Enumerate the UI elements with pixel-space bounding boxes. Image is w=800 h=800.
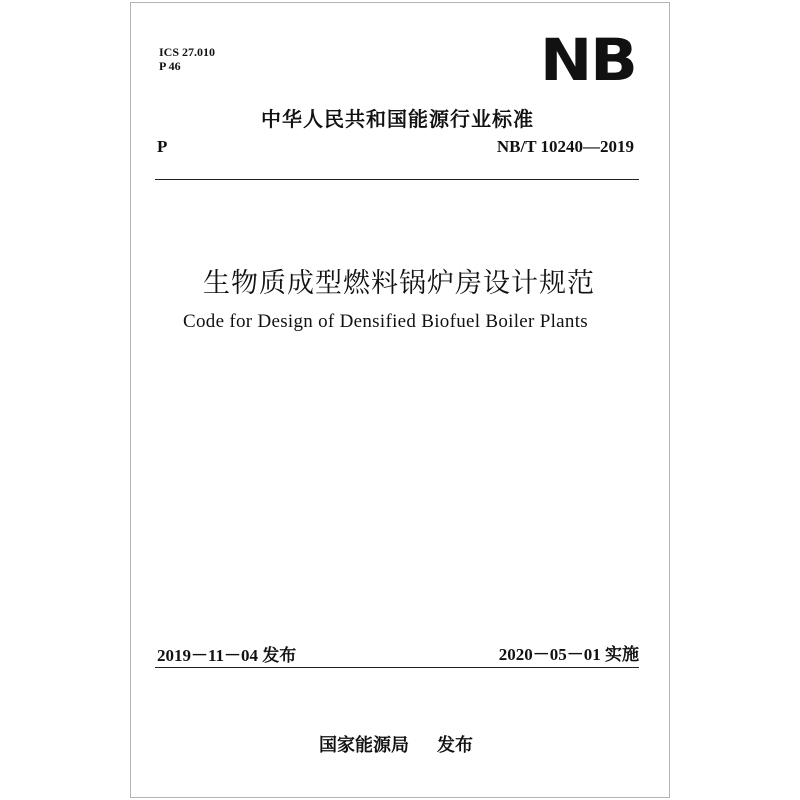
nb-logo: NB bbox=[540, 26, 636, 94]
industry-standard-title: 中华人民共和国能源行业标准 bbox=[261, 107, 534, 131]
ics-code: ICS 27.010 bbox=[159, 45, 216, 59]
standard-number: NB/T 10240—2019 bbox=[496, 137, 634, 156]
publisher-name: 国家能源局 bbox=[319, 735, 409, 756]
classification-code: P bbox=[157, 137, 168, 156]
publisher-action: 发布 bbox=[437, 735, 473, 756]
ccs-code: P 46 bbox=[159, 59, 181, 73]
ics-code-block bbox=[159, 45, 215, 73]
footer-divider bbox=[155, 667, 639, 668]
standard-cover bbox=[130, 2, 670, 798]
publisher-line bbox=[319, 731, 473, 757]
document-title-english: Code for Design of Densified Biofuel Boiler Plants bbox=[183, 311, 588, 332]
document-title-chinese: 生物质成型燃料锅炉房设计规范 bbox=[203, 268, 595, 298]
implementation-date: 2020－05－01 实施 bbox=[498, 645, 639, 664]
issue-date: 2019－11－04 发布 bbox=[157, 646, 297, 665]
header-divider bbox=[155, 179, 639, 180]
